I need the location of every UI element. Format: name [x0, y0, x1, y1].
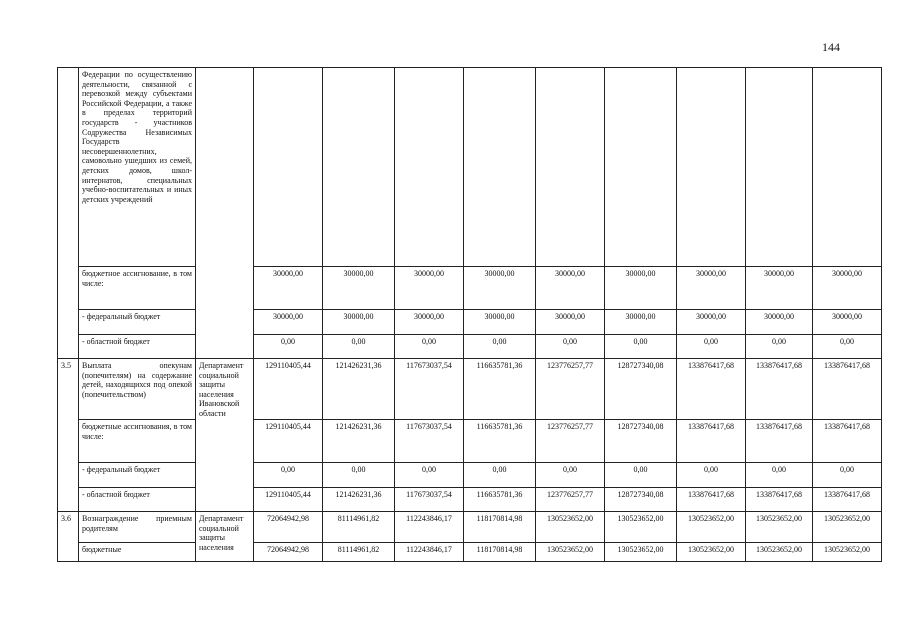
amount-cell: 130523652,00	[746, 543, 813, 562]
amount-cell: 30000,00	[395, 267, 464, 310]
executor-cell: Департамент социальной защиты населения	[196, 512, 254, 562]
amount-cell: 81114961,82	[323, 543, 395, 562]
amount-cell: 0,00	[677, 335, 746, 359]
amount-cell: 128727340,08	[605, 420, 677, 463]
table-row	[58, 512, 882, 543]
amount-cell: 0,00	[746, 463, 813, 488]
measure-description: Федерации по осуществлению деятельности, связанной с перевозкой между субъектами Российской Федерации, а также в пределах территорий государств - участников Содружества Независимых Государств несовершеннолетних, самовольно ушедших из семей, детских домов, школ-интернатов, специальных учебно-воспитательных и иных детских учреждений	[79, 68, 196, 267]
amount-cell: 30000,00	[746, 267, 813, 310]
table-row	[58, 267, 882, 310]
budget-line-label: бюджетные	[79, 543, 196, 562]
amount-cell: 30000,00	[605, 267, 677, 310]
empty-amount-cell	[746, 68, 813, 267]
amount-cell: 112243846,17	[395, 512, 464, 543]
measure-description: Выплата опекунам (попечителям) на содержание детей, находящихся под опекой (попечительством)	[79, 359, 196, 420]
amount-cell: 130523652,00	[813, 543, 882, 562]
amount-cell: 30000,00	[464, 267, 536, 310]
amount-cell: 129110405,44	[254, 420, 323, 463]
budget-line-label: - федеральный бюджет	[79, 310, 196, 335]
amount-cell: 130523652,00	[536, 543, 605, 562]
budget-line-label: бюджетное ассигнование, в том числе:	[79, 267, 196, 310]
amount-cell: 30000,00	[813, 310, 882, 335]
amount-cell: 30000,00	[813, 267, 882, 310]
amount-cell: 30000,00	[677, 267, 746, 310]
empty-amount-cell	[677, 68, 746, 267]
executor-cell	[196, 68, 254, 359]
amount-cell: 130523652,00	[677, 543, 746, 562]
amount-cell: 116635781,36	[464, 359, 536, 420]
empty-amount-cell	[395, 68, 464, 267]
amount-cell: 129110405,44	[254, 359, 323, 420]
amount-cell: 30000,00	[677, 310, 746, 335]
amount-cell: 0,00	[395, 335, 464, 359]
amount-cell: 116635781,36	[464, 488, 536, 512]
amount-cell: 133876417,68	[746, 359, 813, 420]
amount-cell: 0,00	[746, 335, 813, 359]
amount-cell: 130523652,00	[605, 543, 677, 562]
amount-cell: 30000,00	[395, 310, 464, 335]
amount-cell: 123776257,77	[536, 488, 605, 512]
amount-cell: 0,00	[813, 335, 882, 359]
amount-cell: 30000,00	[464, 310, 536, 335]
empty-amount-cell	[464, 68, 536, 267]
amount-cell: 112243846,17	[395, 543, 464, 562]
amount-cell: 30000,00	[746, 310, 813, 335]
amount-cell: 0,00	[254, 335, 323, 359]
executor-cell: Департамент социальной защиты населения Ивановской области	[196, 359, 254, 512]
page-number: 144	[822, 40, 840, 54]
amount-cell: 123776257,77	[536, 359, 605, 420]
amount-cell: 0,00	[323, 463, 395, 488]
amount-cell: 133876417,68	[677, 488, 746, 512]
amount-cell: 72064942,98	[254, 543, 323, 562]
table-row	[58, 335, 882, 359]
amount-cell: 0,00	[464, 335, 536, 359]
table-row	[58, 359, 882, 420]
amount-cell: 128727340,08	[605, 488, 677, 512]
amount-cell: 123776257,77	[536, 420, 605, 463]
amount-cell: 0,00	[254, 463, 323, 488]
amount-cell: 121426231,36	[323, 359, 395, 420]
amount-cell: 30000,00	[323, 267, 395, 310]
amount-cell: 121426231,36	[323, 420, 395, 463]
amount-cell: 30000,00	[323, 310, 395, 335]
amount-cell: 130523652,00	[677, 512, 746, 543]
amount-cell: 133876417,68	[746, 488, 813, 512]
amount-cell: 129110405,44	[254, 488, 323, 512]
amount-cell: 0,00	[323, 335, 395, 359]
amount-cell: 30000,00	[536, 310, 605, 335]
amount-cell: 30000,00	[536, 267, 605, 310]
amount-cell: 30000,00	[254, 267, 323, 310]
amount-cell: 133876417,68	[813, 420, 882, 463]
empty-amount-cell	[254, 68, 323, 267]
amount-cell: 130523652,00	[536, 512, 605, 543]
amount-cell: 81114961,82	[323, 512, 395, 543]
amount-cell: 121426231,36	[323, 488, 395, 512]
amount-cell: 72064942,98	[254, 512, 323, 543]
amount-cell: 0,00	[677, 463, 746, 488]
budget-line-label: - областной бюджет	[79, 335, 196, 359]
table-row	[58, 543, 882, 562]
amount-cell: 117673037,54	[395, 488, 464, 512]
table-row	[58, 310, 882, 335]
amount-cell: 133876417,68	[813, 488, 882, 512]
empty-amount-cell	[536, 68, 605, 267]
amount-cell: 0,00	[605, 463, 677, 488]
empty-amount-cell	[605, 68, 677, 267]
table-row	[58, 463, 882, 488]
row-code-cell	[58, 68, 79, 359]
row-code-cell: 3.6	[58, 512, 79, 562]
budget-line-label: - областной бюджет	[79, 488, 196, 512]
amount-cell: 30000,00	[254, 310, 323, 335]
budget-line-label: бюджетные ассигнования, в том числе:	[79, 420, 196, 463]
amount-cell: 128727340,08	[605, 359, 677, 420]
amount-cell: 0,00	[536, 335, 605, 359]
amount-cell: 118170814,98	[464, 543, 536, 562]
amount-cell: 130523652,00	[746, 512, 813, 543]
amount-cell: 117673037,54	[395, 359, 464, 420]
amount-cell: 133876417,68	[746, 420, 813, 463]
budget-table	[57, 67, 882, 562]
amount-cell: 0,00	[464, 463, 536, 488]
amount-cell: 133876417,68	[677, 420, 746, 463]
amount-cell: 0,00	[395, 463, 464, 488]
empty-amount-cell	[323, 68, 395, 267]
amount-cell: 133876417,68	[813, 359, 882, 420]
amount-cell: 118170814,98	[464, 512, 536, 543]
amount-cell: 0,00	[813, 463, 882, 488]
amount-cell: 30000,00	[605, 310, 677, 335]
table-row	[58, 488, 882, 512]
table-row	[58, 68, 882, 267]
row-code-cell: 3.5	[58, 359, 79, 512]
table-row	[58, 420, 882, 463]
amount-cell: 117673037,54	[395, 420, 464, 463]
measure-description: Вознаграждение приемным родителям	[79, 512, 196, 543]
amount-cell: 130523652,00	[813, 512, 882, 543]
amount-cell: 133876417,68	[677, 359, 746, 420]
amount-cell: 116635781,36	[464, 420, 536, 463]
budget-line-label: - федеральный бюджет	[79, 463, 196, 488]
amount-cell: 0,00	[536, 463, 605, 488]
amount-cell: 130523652,00	[605, 512, 677, 543]
amount-cell: 0,00	[605, 335, 677, 359]
empty-amount-cell	[813, 68, 882, 267]
